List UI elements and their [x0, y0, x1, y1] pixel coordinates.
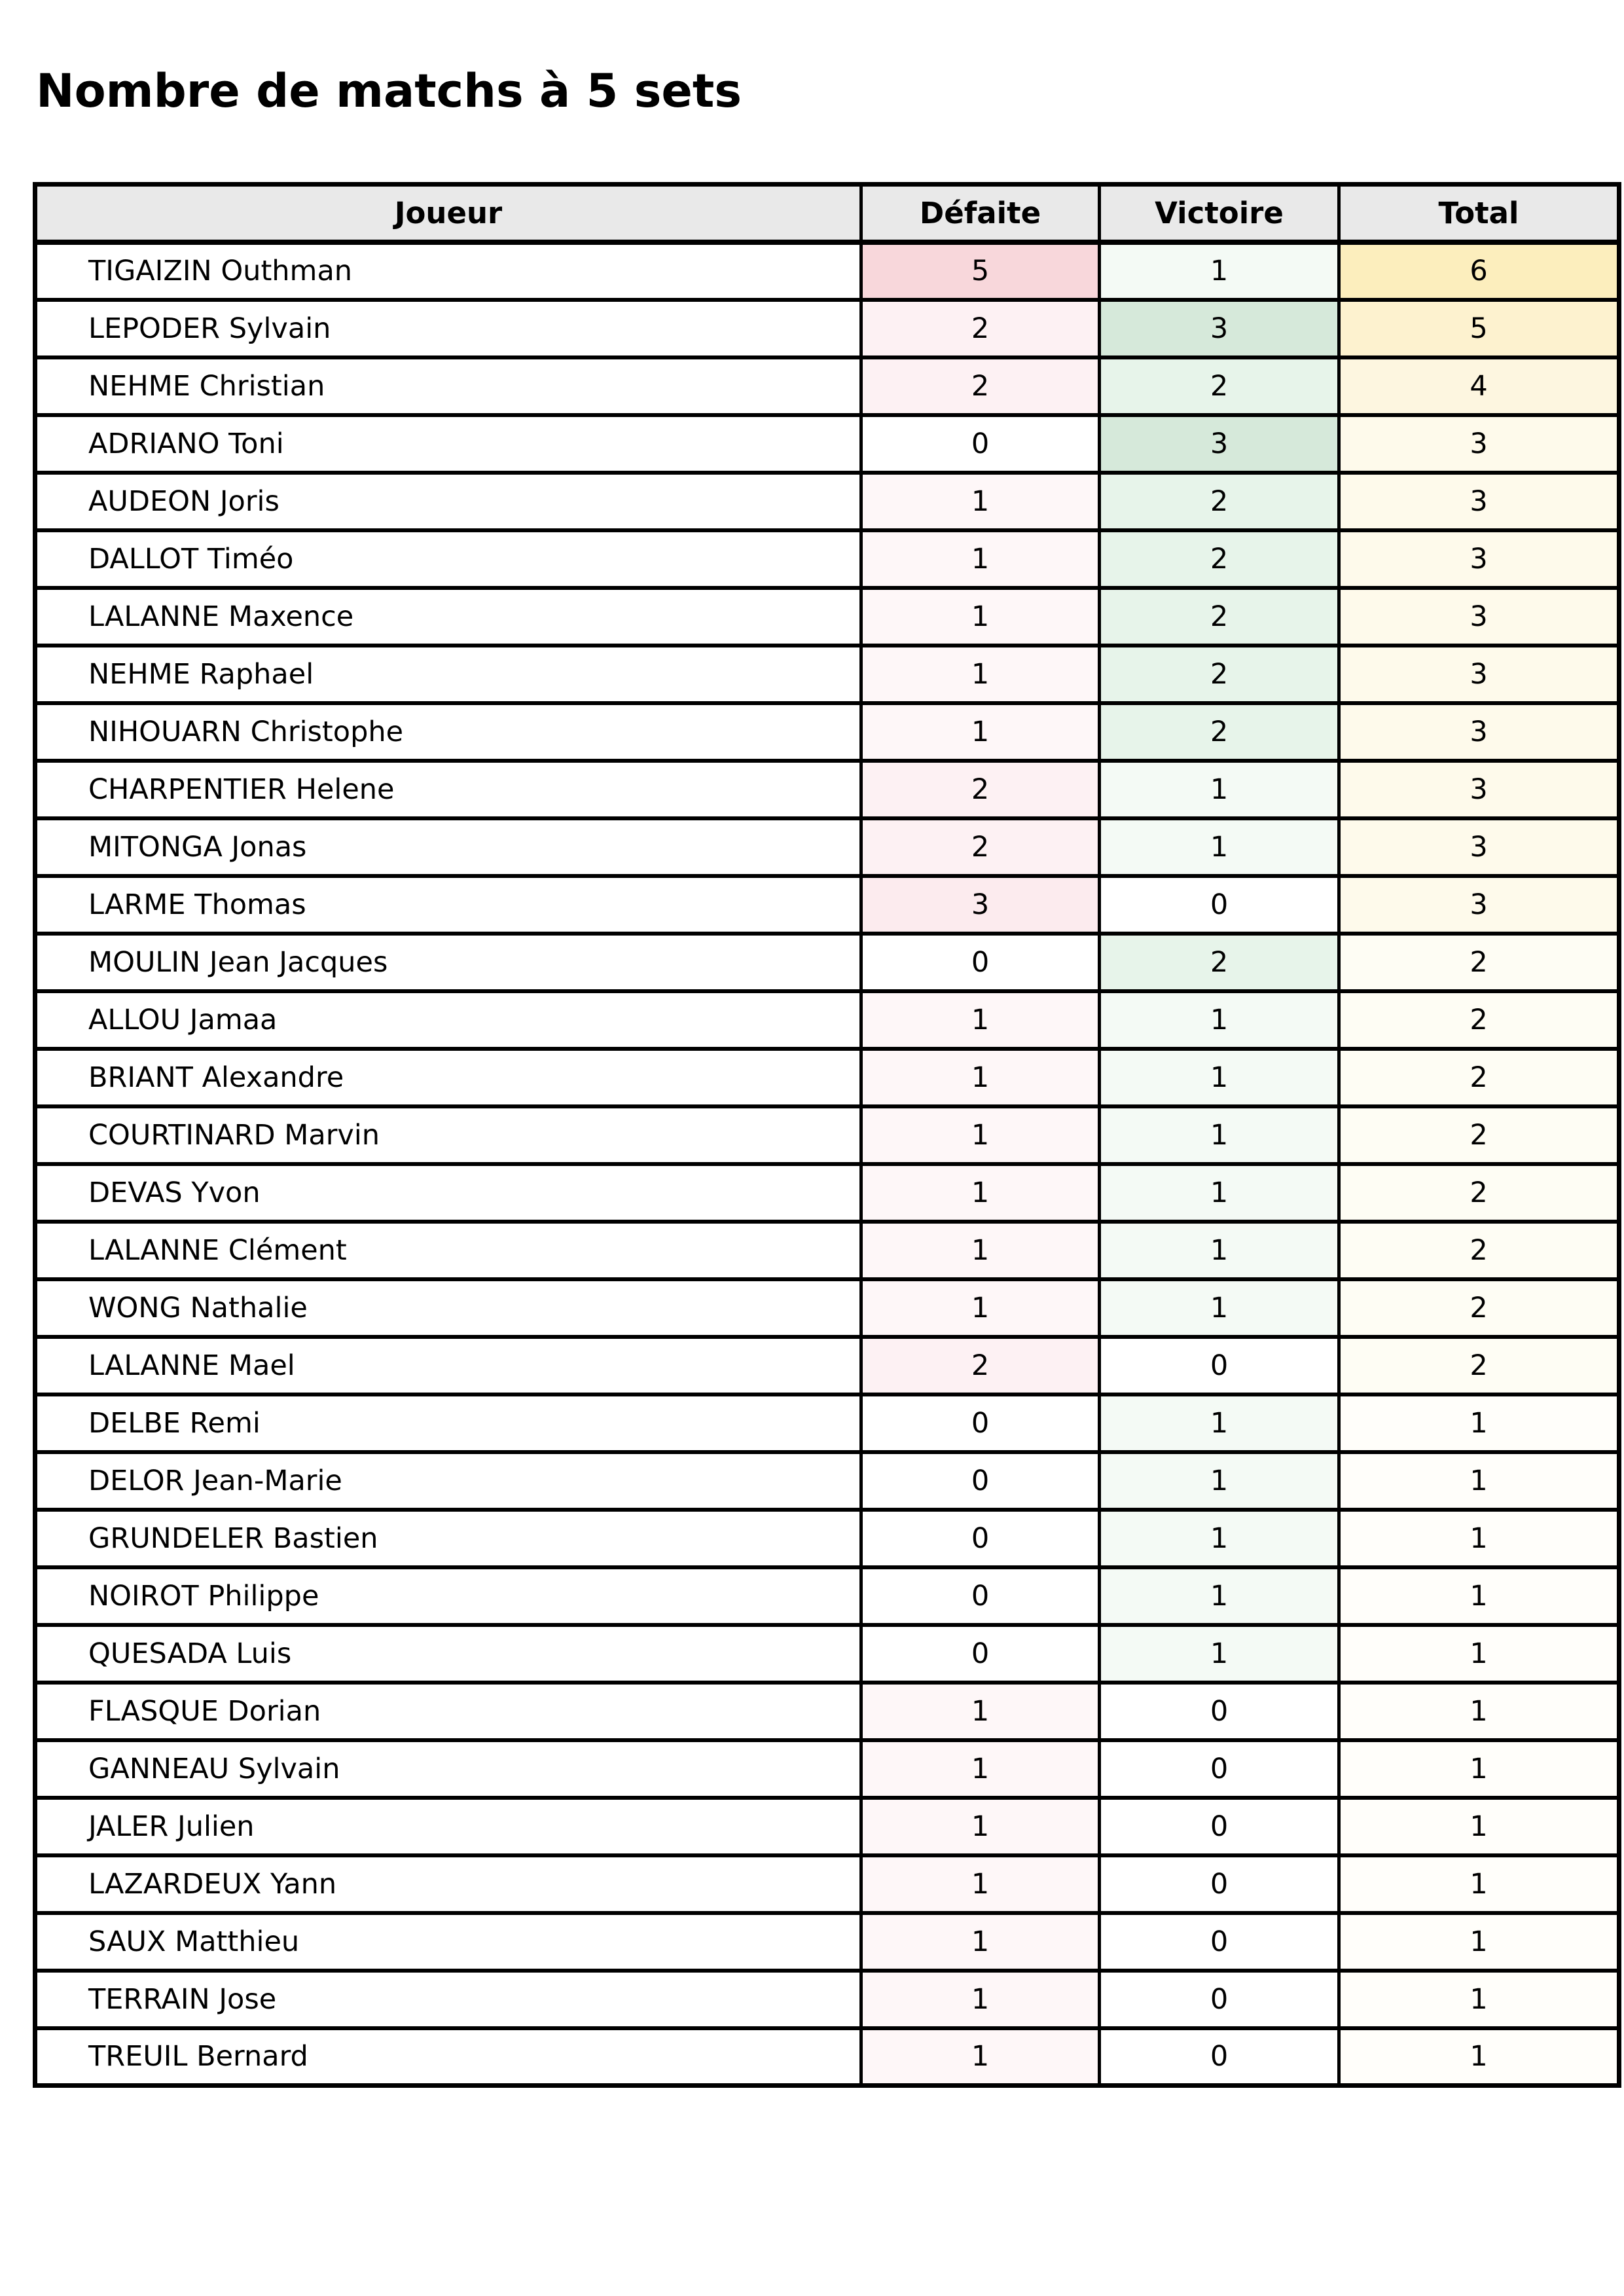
- total-cell: 1: [1339, 1913, 1619, 1971]
- table-row: [35, 415, 1619, 473]
- table-row: [35, 1913, 1619, 1971]
- table-row: [35, 300, 1619, 357]
- player-name-cell: DELOR Jean-Marie: [35, 1452, 861, 1510]
- table-row: [35, 588, 1619, 646]
- defaite-cell: 2: [861, 300, 1100, 357]
- player-name-cell: LEPODER Sylvain: [35, 300, 861, 357]
- player-name-cell: MOULIN Jean Jacques: [35, 934, 861, 991]
- total-cell: 1: [1339, 1567, 1619, 1625]
- defaite-cell: 0: [861, 1510, 1100, 1567]
- total-cell: 3: [1339, 761, 1619, 818]
- defaite-cell: 1: [861, 1164, 1100, 1222]
- player-name-cell: FLASQUE Dorian: [35, 1683, 861, 1740]
- defaite-cell: 1: [861, 1222, 1100, 1279]
- table-row: [35, 646, 1619, 703]
- victoire-cell: 0: [1100, 1971, 1339, 2028]
- player-name-cell: DELBE Remi: [35, 1394, 861, 1452]
- defaite-cell: 1: [861, 530, 1100, 588]
- table-row: [35, 876, 1619, 934]
- player-name-cell: AUDEON Joris: [35, 473, 861, 530]
- player-name-cell: TERRAIN Jose: [35, 1971, 861, 2028]
- total-cell: 3: [1339, 473, 1619, 530]
- player-name-cell: JALER Julien: [35, 1798, 861, 1855]
- defaite-cell: 1: [861, 2028, 1100, 2086]
- total-cell: 6: [1339, 242, 1619, 300]
- total-cell: 2: [1339, 1049, 1619, 1106]
- total-cell: 1: [1339, 1971, 1619, 2028]
- victoire-cell: 2: [1100, 703, 1339, 761]
- player-name-cell: LALANNE Clément: [35, 1222, 861, 1279]
- table-row: [35, 2028, 1619, 2086]
- table-row: [35, 242, 1619, 300]
- table-header: [35, 185, 1619, 242]
- defaite-cell: 1: [861, 1279, 1100, 1337]
- defaite-cell: 1: [861, 1798, 1100, 1855]
- player-name-cell: QUESADA Luis: [35, 1625, 861, 1683]
- defaite-cell: 0: [861, 1394, 1100, 1452]
- victoire-cell: 0: [1100, 1913, 1339, 1971]
- defaite-cell: 0: [861, 934, 1100, 991]
- victoire-cell: 3: [1100, 300, 1339, 357]
- defaite-cell: 0: [861, 1452, 1100, 1510]
- player-name-cell: COURTINARD Marvin: [35, 1106, 861, 1164]
- defaite-cell: 2: [861, 761, 1100, 818]
- victoire-cell: 0: [1100, 1683, 1339, 1740]
- victoire-cell: 2: [1100, 646, 1339, 703]
- player-name-cell: DALLOT Timéo: [35, 530, 861, 588]
- total-cell: 1: [1339, 1683, 1619, 1740]
- total-cell: 4: [1339, 357, 1619, 415]
- defaite-cell: 1: [861, 1913, 1100, 1971]
- table-row: [35, 473, 1619, 530]
- player-name-cell: LALANNE Maxence: [35, 588, 861, 646]
- player-name-cell: SAUX Matthieu: [35, 1913, 861, 1971]
- table-row: [35, 1855, 1619, 1913]
- player-name-cell: TIGAIZIN Outhman: [35, 242, 861, 300]
- table-row: [35, 1510, 1619, 1567]
- player-name-cell: LARME Thomas: [35, 876, 861, 934]
- total-cell: 1: [1339, 1798, 1619, 1855]
- total-cell: 2: [1339, 1106, 1619, 1164]
- table-row: [35, 1049, 1619, 1106]
- victoire-cell: 2: [1100, 588, 1339, 646]
- total-cell: 2: [1339, 1222, 1619, 1279]
- victoire-cell: 1: [1100, 1049, 1339, 1106]
- victoire-cell: 2: [1100, 473, 1339, 530]
- victoire-cell: 0: [1100, 1798, 1339, 1855]
- player-name-cell: LAZARDEUX Yann: [35, 1855, 861, 1913]
- victoire-cell: 1: [1100, 1567, 1339, 1625]
- column-header-joueur: Joueur: [35, 185, 861, 242]
- total-cell: 5: [1339, 300, 1619, 357]
- defaite-cell: 1: [861, 588, 1100, 646]
- victoire-cell: 1: [1100, 1394, 1339, 1452]
- table-row: [35, 1279, 1619, 1337]
- results-table: [33, 182, 1621, 2088]
- victoire-cell: 0: [1100, 2028, 1339, 2086]
- total-cell: 3: [1339, 415, 1619, 473]
- total-cell: 2: [1339, 991, 1619, 1049]
- victoire-cell: 1: [1100, 761, 1339, 818]
- total-cell: 2: [1339, 934, 1619, 991]
- player-name-cell: WONG Nathalie: [35, 1279, 861, 1337]
- total-cell: 3: [1339, 530, 1619, 588]
- victoire-cell: 2: [1100, 357, 1339, 415]
- victoire-cell: 1: [1100, 1222, 1339, 1279]
- defaite-cell: 1: [861, 1740, 1100, 1798]
- total-cell: 3: [1339, 876, 1619, 934]
- player-name-cell: ADRIANO Toni: [35, 415, 861, 473]
- defaite-cell: 5: [861, 242, 1100, 300]
- total-cell: 1: [1339, 1855, 1619, 1913]
- player-name-cell: NOIROT Philippe: [35, 1567, 861, 1625]
- table-row: [35, 1740, 1619, 1798]
- victoire-cell: 0: [1100, 1740, 1339, 1798]
- total-cell: 1: [1339, 1394, 1619, 1452]
- table-row: [35, 357, 1619, 415]
- defaite-cell: 0: [861, 1625, 1100, 1683]
- defaite-cell: 1: [861, 646, 1100, 703]
- victoire-cell: 1: [1100, 1625, 1339, 1683]
- player-name-cell: NEHME Christian: [35, 357, 861, 415]
- header-row: [35, 185, 1619, 242]
- player-name-cell: NEHME Raphael: [35, 646, 861, 703]
- total-cell: 2: [1339, 1279, 1619, 1337]
- table-row: [35, 1971, 1619, 2028]
- total-cell: 1: [1339, 1740, 1619, 1798]
- victoire-cell: 2: [1100, 934, 1339, 991]
- table-row: [35, 1106, 1619, 1164]
- defaite-cell: 0: [861, 415, 1100, 473]
- total-cell: 1: [1339, 2028, 1619, 2086]
- player-name-cell: DEVAS Yvon: [35, 1164, 861, 1222]
- page-title: Nombre de matchs à 5 sets: [36, 64, 742, 118]
- player-name-cell: GANNEAU Sylvain: [35, 1740, 861, 1798]
- total-cell: 3: [1339, 588, 1619, 646]
- victoire-cell: 0: [1100, 1337, 1339, 1394]
- table-row: [35, 1625, 1619, 1683]
- total-cell: 1: [1339, 1452, 1619, 1510]
- table-row: [35, 761, 1619, 818]
- total-cell: 2: [1339, 1337, 1619, 1394]
- total-cell: 1: [1339, 1625, 1619, 1683]
- defaite-cell: 1: [861, 1971, 1100, 2028]
- table-row: [35, 1798, 1619, 1855]
- player-name-cell: MITONGA Jonas: [35, 818, 861, 876]
- table-row: [35, 1567, 1619, 1625]
- column-header-defaite: Défaite: [861, 185, 1100, 242]
- player-name-cell: GRUNDELER Bastien: [35, 1510, 861, 1567]
- victoire-cell: 1: [1100, 818, 1339, 876]
- victoire-cell: 2: [1100, 530, 1339, 588]
- table-row: [35, 1222, 1619, 1279]
- victoire-cell: 1: [1100, 1106, 1339, 1164]
- table-row: [35, 530, 1619, 588]
- table-row: [35, 1452, 1619, 1510]
- table-row: [35, 818, 1619, 876]
- defaite-cell: 1: [861, 703, 1100, 761]
- victoire-cell: 3: [1100, 415, 1339, 473]
- victoire-cell: 1: [1100, 1279, 1339, 1337]
- total-cell: 1: [1339, 1510, 1619, 1567]
- victoire-cell: 0: [1100, 1855, 1339, 1913]
- column-header-total: Total: [1339, 185, 1619, 242]
- defaite-cell: 1: [861, 1855, 1100, 1913]
- total-cell: 2: [1339, 1164, 1619, 1222]
- player-name-cell: BRIANT Alexandre: [35, 1049, 861, 1106]
- table-row: [35, 1164, 1619, 1222]
- results-table-body: [35, 242, 1619, 2086]
- table-row: [35, 934, 1619, 991]
- column-header-victoire: Victoire: [1100, 185, 1339, 242]
- victoire-cell: 1: [1100, 1452, 1339, 1510]
- defaite-cell: 1: [861, 473, 1100, 530]
- player-name-cell: ALLOU Jamaa: [35, 991, 861, 1049]
- victoire-cell: 1: [1100, 242, 1339, 300]
- defaite-cell: 3: [861, 876, 1100, 934]
- table-row: [35, 991, 1619, 1049]
- table-row: [35, 1337, 1619, 1394]
- player-name-cell: CHARPENTIER Helene: [35, 761, 861, 818]
- defaite-cell: 1: [861, 991, 1100, 1049]
- total-cell: 3: [1339, 703, 1619, 761]
- total-cell: 3: [1339, 646, 1619, 703]
- victoire-cell: 0: [1100, 876, 1339, 934]
- table-row: [35, 703, 1619, 761]
- defaite-cell: 2: [861, 818, 1100, 876]
- victoire-cell: 1: [1100, 991, 1339, 1049]
- player-name-cell: LALANNE Mael: [35, 1337, 861, 1394]
- victoire-cell: 1: [1100, 1164, 1339, 1222]
- defaite-cell: 2: [861, 1337, 1100, 1394]
- defaite-cell: 1: [861, 1106, 1100, 1164]
- defaite-cell: 0: [861, 1567, 1100, 1625]
- defaite-cell: 1: [861, 1683, 1100, 1740]
- table-row: [35, 1683, 1619, 1740]
- victoire-cell: 1: [1100, 1510, 1339, 1567]
- table-row: [35, 1394, 1619, 1452]
- player-name-cell: NIHOUARN Christophe: [35, 703, 861, 761]
- defaite-cell: 2: [861, 357, 1100, 415]
- player-name-cell: TREUIL Bernard: [35, 2028, 861, 2086]
- defaite-cell: 1: [861, 1049, 1100, 1106]
- total-cell: 3: [1339, 818, 1619, 876]
